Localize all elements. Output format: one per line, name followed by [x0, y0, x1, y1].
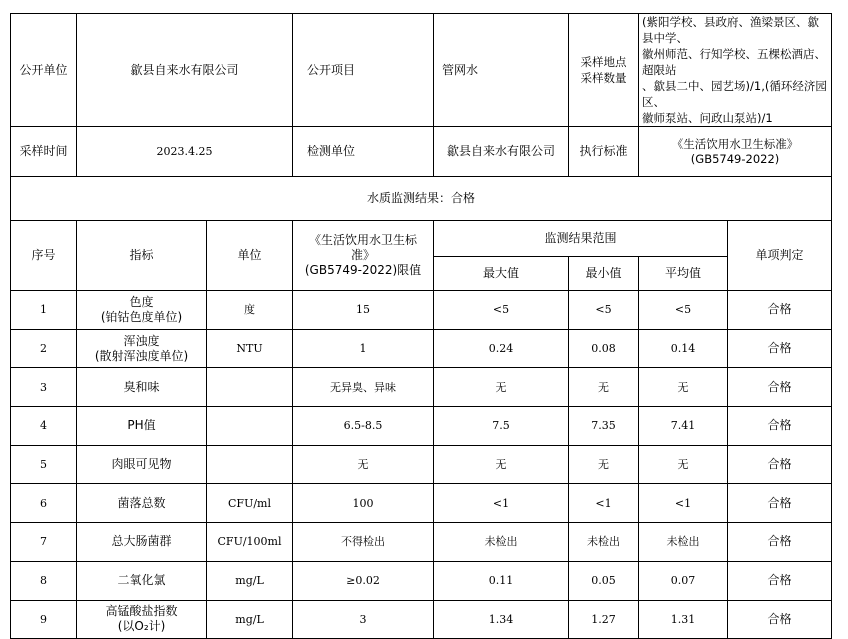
row-min: 无: [569, 368, 639, 407]
row-seq: 4: [11, 407, 77, 446]
row-unit: [207, 407, 293, 446]
row-min: <5: [569, 291, 639, 330]
row-limit: ≥0.02: [293, 561, 434, 600]
table-row: [11, 523, 832, 562]
table-row: [11, 368, 832, 407]
col-range: 监测结果范围: [434, 221, 728, 257]
row-unit: [207, 368, 293, 407]
row-min: 0.08: [569, 329, 639, 368]
col-max: 最大值: [434, 257, 569, 291]
row-limit: 1: [293, 329, 434, 368]
row-min: <1: [569, 484, 639, 523]
row-avg: 未检出: [639, 523, 728, 562]
col-verdict: 单项判定: [728, 221, 832, 291]
row-indicator: 高锰酸盐指数 (以O₂计): [77, 600, 207, 639]
row-max: 1.34: [434, 600, 569, 639]
row-max: 无: [434, 445, 569, 484]
row-avg: <1: [639, 484, 728, 523]
row-unit: CFU/100ml: [207, 523, 293, 562]
row-max: 7.5: [434, 407, 569, 446]
row-indicator: 二氧化氯: [77, 561, 207, 600]
time-value: 2023.4.25: [77, 127, 293, 177]
row-unit: 度: [207, 291, 293, 330]
row-seq: 1: [11, 291, 77, 330]
row-indicator: 色度 (铂钴色度单位): [77, 291, 207, 330]
row-seq: 9: [11, 600, 77, 639]
col-limit: 《生活饮用水卫生标 准》 (GB5749-2022)限值: [293, 221, 434, 291]
row-avg: 无: [639, 368, 728, 407]
row-avg: 0.07: [639, 561, 728, 600]
row-unit: CFU/ml: [207, 484, 293, 523]
unit-value: 歙县自来水有限公司: [77, 14, 293, 127]
row-avg: 7.41: [639, 407, 728, 446]
row-indicator: PH值: [77, 407, 207, 446]
row-seq: 8: [11, 561, 77, 600]
row-min: 无: [569, 445, 639, 484]
row-verdict: 合格: [728, 445, 832, 484]
sampling-label: 采样地点 采样数量: [569, 14, 639, 127]
row-max: 未检出: [434, 523, 569, 562]
row-limit: 15: [293, 291, 434, 330]
row-verdict: 合格: [728, 561, 832, 600]
unit-label: 公开单位: [11, 14, 77, 127]
row-limit: 无: [293, 445, 434, 484]
col-min: 最小值: [569, 257, 639, 291]
row-unit: NTU: [207, 329, 293, 368]
row-verdict: 合格: [728, 523, 832, 562]
row-unit: mg/L: [207, 600, 293, 639]
table-row: [11, 291, 832, 330]
row-seq: 3: [11, 368, 77, 407]
table-row: [11, 445, 832, 484]
row-verdict: 合格: [728, 484, 832, 523]
col-seq: 序号: [11, 221, 77, 291]
result-row: [11, 177, 832, 221]
column-header-row-1: [11, 221, 832, 257]
row-limit: 3: [293, 600, 434, 639]
row-verdict: 合格: [728, 600, 832, 639]
row-limit: 无异臭、异味: [293, 368, 434, 407]
item-label: 公开项目: [293, 14, 434, 127]
row-max: 0.11: [434, 561, 569, 600]
row-indicator: 肉眼可见物: [77, 445, 207, 484]
row-verdict: 合格: [728, 291, 832, 330]
row-avg: 0.14: [639, 329, 728, 368]
row-avg: <5: [639, 291, 728, 330]
row-verdict: 合格: [728, 329, 832, 368]
standard-label: 执行标准: [569, 127, 639, 177]
row-max: <1: [434, 484, 569, 523]
row-max: <5: [434, 291, 569, 330]
table-row: [11, 407, 832, 446]
result-line: 水质监测结果：合格: [11, 177, 832, 221]
row-unit: mg/L: [207, 561, 293, 600]
row-seq: 7: [11, 523, 77, 562]
header-row-1: [11, 14, 832, 127]
row-indicator: 总大肠菌群: [77, 523, 207, 562]
row-indicator: 菌落总数: [77, 484, 207, 523]
row-indicator: 浑浊度 (散射浑浊度单位): [77, 329, 207, 368]
row-seq: 5: [11, 445, 77, 484]
time-label: 采样时间: [11, 127, 77, 177]
org-label: 检测单位: [293, 127, 434, 177]
col-unit: 单位: [207, 221, 293, 291]
table-row: [11, 484, 832, 523]
row-min: 7.35: [569, 407, 639, 446]
row-unit: [207, 445, 293, 484]
col-indicator: 指标: [77, 221, 207, 291]
standard-value: 《生活饮用水卫生标准》 (GB5749-2022): [639, 127, 832, 177]
row-verdict: 合格: [728, 368, 832, 407]
table-row: [11, 561, 832, 600]
col-avg: 平均值: [639, 257, 728, 291]
sampling-value: (紫阳学校、县政府、渔梁景区、歙县中学、 徽州师范、行知学校、五棵松酒店、超限站 、歙县二中、园艺场)/1,(循环经济园区、 徽师泵站、问政山泵站)/1: [639, 14, 832, 127]
row-max: 无: [434, 368, 569, 407]
org-value: 歙县自来水有限公司: [434, 127, 569, 177]
table-row: [11, 600, 832, 639]
row-min: 0.05: [569, 561, 639, 600]
row-limit: 6.5-8.5: [293, 407, 434, 446]
header-row-2: [11, 127, 832, 177]
water-quality-table: [10, 13, 832, 639]
row-avg: 无: [639, 445, 728, 484]
row-limit: 100: [293, 484, 434, 523]
data-rows: [11, 291, 832, 639]
row-min: 未检出: [569, 523, 639, 562]
row-limit: 不得检出: [293, 523, 434, 562]
row-indicator: 臭和味: [77, 368, 207, 407]
table-row: [11, 329, 832, 368]
row-seq: 6: [11, 484, 77, 523]
row-seq: 2: [11, 329, 77, 368]
row-max: 0.24: [434, 329, 569, 368]
row-min: 1.27: [569, 600, 639, 639]
row-verdict: 合格: [728, 407, 832, 446]
item-value: 管网水: [434, 14, 569, 127]
row-avg: 1.31: [639, 600, 728, 639]
